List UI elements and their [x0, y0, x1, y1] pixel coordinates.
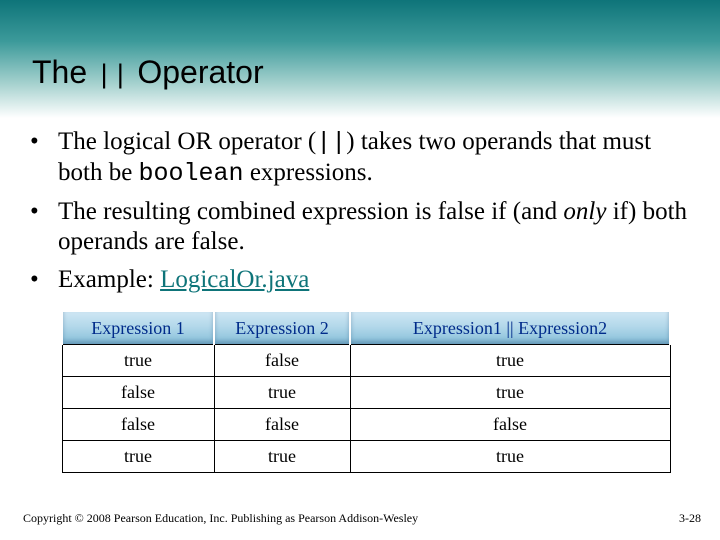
code-operator: || — [316, 128, 347, 157]
page-number: 3-28 — [679, 511, 701, 525]
table-row — [62, 409, 670, 441]
bullet-marker: • — [30, 266, 39, 293]
table-cell: false — [214, 345, 350, 377]
table-cell: false — [62, 377, 214, 409]
code-boolean: boolean — [138, 159, 244, 188]
bullet-text: if) both operands are false. — [58, 198, 688, 255]
truth-table — [61, 312, 671, 473]
table-cell: false — [62, 409, 214, 441]
column-header-expression-2: Expression 2 — [214, 312, 350, 345]
table-cell: true — [62, 345, 214, 377]
table-cell: true — [350, 345, 670, 377]
bullet-text: The resulting combined expression is false if (and — [58, 198, 564, 225]
column-header-or-result: Expression1 || Expression2 — [350, 312, 670, 345]
bullet-text: The logical OR operator ( — [58, 128, 317, 155]
bullet-item — [30, 127, 690, 189]
slide-title — [32, 54, 264, 92]
bullet-list — [30, 127, 690, 303]
bullet-text: Example: — [58, 266, 161, 293]
table-cell: true — [214, 441, 350, 473]
table-cell: false — [350, 409, 670, 441]
bullet-text: ) takes two operands that must both be — [58, 128, 652, 186]
copyright-footer: Copyright © 2008 Pearson Education, Inc. Publishing as Pearson Addison-Wesley — [23, 511, 419, 525]
table-cell: true — [62, 441, 214, 473]
table-header-row — [62, 312, 670, 345]
bullet-text: expressions. — [243, 159, 373, 186]
table-row — [62, 345, 670, 377]
table-row — [62, 441, 670, 473]
column-header-expression-1: Expression 1 — [62, 312, 214, 345]
table-cell: true — [350, 441, 670, 473]
emphasis-only: only — [563, 198, 607, 225]
table-cell: true — [350, 377, 670, 409]
table-cell: true — [214, 377, 350, 409]
title-prefix: The — [32, 54, 97, 90]
bullet-marker: • — [30, 128, 39, 155]
example-file-link[interactable]: LogicalOr.java — [160, 266, 310, 293]
bullet-item — [30, 265, 690, 295]
title-suffix: Operator — [128, 54, 264, 90]
bullet-marker: • — [30, 198, 39, 225]
table-cell: false — [214, 409, 350, 441]
bullet-item — [30, 197, 690, 257]
title-operator: || — [96, 62, 129, 92]
table-row — [62, 377, 670, 409]
